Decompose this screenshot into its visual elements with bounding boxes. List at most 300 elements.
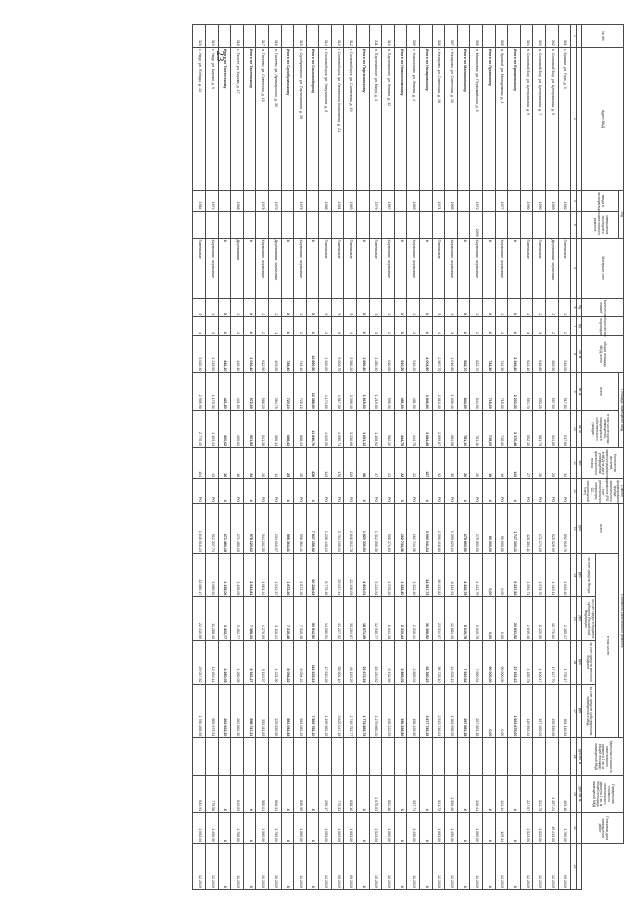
cell-area: 3 020,40 bbox=[193, 336, 206, 373]
cell-renov bbox=[205, 211, 218, 238]
cell-prem: 2 233,30 bbox=[508, 373, 521, 410]
cell-people: 43 bbox=[205, 448, 218, 479]
cell-f2: 35 204,67 bbox=[344, 597, 357, 641]
column-number: 14 bbox=[571, 553, 577, 597]
cell-f4: 2 513 746,61 bbox=[432, 684, 445, 738]
cell-floors: Х bbox=[218, 298, 231, 317]
cell-f1: 0,00 bbox=[495, 553, 508, 597]
cell-unit: 634,91 bbox=[193, 775, 206, 812]
cell-unit: 227,67 bbox=[520, 775, 533, 812]
cell-empty bbox=[205, 738, 218, 775]
cell-f2: 36 398,52 bbox=[420, 597, 433, 641]
cell-no: 303 bbox=[533, 25, 546, 48]
cell-prem: 720,10 bbox=[294, 373, 307, 410]
cell-ent: 2 bbox=[546, 317, 559, 336]
cell-limit: 1 765,00 bbox=[231, 813, 244, 844]
cell-empty bbox=[445, 738, 458, 775]
cell-area: 742,30 bbox=[483, 336, 496, 373]
cell-prem: 421,80 bbox=[231, 373, 244, 410]
cell-res: 781,10 bbox=[457, 410, 470, 447]
cell-floors: 3 bbox=[205, 298, 218, 317]
cell-no: 314 bbox=[319, 25, 332, 48]
cell-f3: 51 350,23 bbox=[420, 640, 433, 684]
cell-fund: РО bbox=[344, 479, 357, 504]
cell-f4: 0,00 bbox=[495, 684, 508, 738]
unit-cell bbox=[577, 813, 582, 844]
cell-cost: 234 018,07 bbox=[268, 504, 281, 554]
cell-floors: 5 bbox=[344, 298, 357, 317]
col-header-no: № п/п bbox=[581, 25, 623, 48]
cell-cost: 3 754 196,04 bbox=[331, 504, 344, 554]
unit-cell bbox=[577, 47, 582, 190]
cell-people: 143 bbox=[319, 448, 332, 479]
cell-floors: Х bbox=[394, 298, 407, 317]
cell-limit: 1 523,00 bbox=[369, 813, 382, 844]
column-number: 19 bbox=[571, 775, 577, 812]
cell-people: 19 bbox=[495, 448, 508, 479]
cell-unit: Х bbox=[483, 775, 496, 812]
cell-built bbox=[218, 190, 231, 211]
cell-unit: 1 075,81 bbox=[369, 775, 382, 812]
cell-prem: 12 388,50 bbox=[306, 373, 319, 410]
cell-limit: Х bbox=[420, 813, 433, 844]
cell-wall: Кирпичные, кирпичные bbox=[470, 238, 483, 298]
cell-res: 2 770,45 bbox=[193, 410, 206, 447]
cell-wall: Деревянные, кирпичные bbox=[546, 238, 559, 298]
cell-ent: Х bbox=[357, 317, 370, 336]
cell-f1: 1 872,26 bbox=[294, 553, 307, 597]
cell-unit: 830,95 bbox=[294, 775, 307, 812]
cell-limit: Х bbox=[243, 813, 256, 844]
cell-cost: 7 837 156,92 bbox=[306, 504, 319, 554]
cell-area: 745,40 bbox=[294, 336, 307, 373]
cell-people: 110 bbox=[508, 448, 521, 479]
cell-address: Итого по Сухобузимскому bbox=[281, 47, 294, 190]
cell-limit: 1 565,00 bbox=[382, 813, 395, 844]
cell-f2: 8 225,95 bbox=[533, 597, 546, 641]
cell-built: 1970 bbox=[268, 190, 281, 211]
cell-res: 2 699,87 bbox=[432, 410, 445, 447]
column-number: 10 bbox=[571, 410, 577, 447]
cell-f2: 7 315,48 bbox=[281, 597, 294, 641]
cell-fund: РО bbox=[558, 479, 571, 504]
cell-renov bbox=[218, 211, 231, 238]
cell-no: 309 bbox=[407, 25, 420, 48]
cell-no: 316 bbox=[268, 25, 281, 48]
cell-limit: 1 450,00 bbox=[205, 813, 218, 844]
cell-date: 12.2019 bbox=[205, 844, 218, 890]
cell-wall: Кирпичные, кирпичные bbox=[382, 238, 395, 298]
cell-people: 47 bbox=[369, 448, 382, 479]
cell-cost: 1 399 623,04 bbox=[445, 504, 458, 554]
cell-no: 301 bbox=[558, 25, 571, 48]
cell-res: 11 846,76 bbox=[306, 410, 319, 447]
cell-date: 11.2019 bbox=[407, 844, 420, 890]
cell-floors: 3 bbox=[369, 298, 382, 317]
cell-renov bbox=[268, 211, 281, 238]
cell-f1: 0,00 bbox=[483, 553, 496, 597]
cell-area: 822,70 bbox=[457, 336, 470, 373]
cell-no bbox=[243, 25, 256, 48]
cell-built bbox=[457, 190, 470, 211]
cell-address: Итого по Тасеевскому bbox=[243, 47, 256, 190]
cell-floors: Х bbox=[420, 298, 433, 317]
cell-limit: 1 765,00 bbox=[558, 813, 571, 844]
cell-f1: 24 547,73 bbox=[420, 553, 433, 597]
cell-f2: 2 310,44 bbox=[407, 597, 420, 641]
cell-ent: 2 bbox=[495, 317, 508, 336]
cell-ent: Х bbox=[243, 317, 256, 336]
cell-f3: 5 432,66 bbox=[382, 640, 395, 684]
cell-wall: Х bbox=[394, 238, 407, 298]
cell-fund: Х bbox=[457, 479, 470, 504]
unit-cell: руб. bbox=[577, 597, 582, 641]
cell-floors: 9 bbox=[319, 298, 332, 317]
cell-f2: 12 930,77 bbox=[369, 597, 382, 641]
cell-renov bbox=[193, 211, 206, 238]
cell-unit: 337,71 bbox=[407, 775, 420, 812]
cell-empty bbox=[331, 738, 344, 775]
cell-ent: 6 bbox=[331, 317, 344, 336]
cell-fund: РО bbox=[231, 479, 244, 504]
cell-date: Х bbox=[281, 844, 294, 890]
cell-people: 26 bbox=[533, 448, 546, 479]
column-number: 20 bbox=[571, 813, 577, 844]
cell-f2: 22 415,66 bbox=[193, 597, 206, 641]
cell-address: п. Партизанское, ул. Мира, д. 3 bbox=[369, 47, 382, 190]
cell-ent: 4 bbox=[432, 317, 445, 336]
cell-res: 3 684,45 bbox=[420, 410, 433, 447]
cell-f2: 2 185,47 bbox=[558, 597, 571, 641]
cell-no bbox=[281, 25, 294, 48]
cell-f2: 18 971,95 bbox=[357, 597, 370, 641]
cell-res: 781,10 bbox=[470, 410, 483, 447]
subtotal-row bbox=[394, 25, 407, 890]
column-number: 1 bbox=[571, 25, 577, 48]
cell-prem: 4 817,30 bbox=[331, 373, 344, 410]
cell-prem: 1 219,60 bbox=[369, 373, 382, 410]
table-row bbox=[205, 25, 218, 890]
cell-people: 20 bbox=[256, 448, 269, 479]
cell-floors: 2 bbox=[520, 298, 533, 317]
cell-wall: Панельные bbox=[369, 238, 382, 298]
cell-no bbox=[420, 25, 433, 48]
cell-ent: Х bbox=[420, 317, 433, 336]
cell-date: 09.2019 bbox=[331, 844, 344, 890]
cell-renov bbox=[520, 211, 533, 238]
col-header-cost-group: Стоимость капитального ремонта bbox=[619, 504, 624, 738]
cell-empty bbox=[281, 738, 294, 775]
cell-f1: 4 803,01 bbox=[357, 553, 370, 597]
cell-unit: 852,38 bbox=[382, 775, 395, 812]
cell-address: п. Партизанское, ул. Ленина, д. 12 bbox=[382, 47, 395, 190]
cell-people: 176 bbox=[331, 448, 344, 479]
cell-ent: Х bbox=[306, 317, 319, 336]
col-header-deadline: Плановая дата завершения работ bbox=[581, 813, 623, 844]
cell-fund: Х bbox=[306, 479, 319, 504]
cell-limit: 1 565,00 bbox=[256, 813, 269, 844]
table-row bbox=[193, 25, 206, 890]
column-number: 15 bbox=[571, 597, 577, 641]
cell-address: п. Луговой, ул. Молодежная, д. 1 bbox=[495, 47, 508, 190]
cell-built: 1977 bbox=[495, 190, 508, 211]
cell-date: 11.2019 bbox=[470, 844, 483, 890]
cell-prem: 4 174,80 bbox=[319, 373, 332, 410]
cell-floors: 5 bbox=[331, 298, 344, 317]
cell-empty bbox=[558, 738, 571, 775]
cell-f3: 4 280,05 bbox=[218, 640, 231, 684]
cell-fund: РО bbox=[432, 479, 445, 504]
cell-fund: РО bbox=[268, 479, 281, 504]
cell-address: с. Ужур, ул. Кирова, д. 9 bbox=[205, 47, 218, 190]
cell-address: г. Назарово, ул. Советская, д. 16 bbox=[432, 47, 445, 190]
cell-no: 313 bbox=[331, 25, 344, 48]
cell-wall: Панельные bbox=[520, 238, 533, 298]
cell-floors: Х bbox=[357, 298, 370, 317]
cell-floors: 2 bbox=[546, 298, 559, 317]
cell-ent: 2 bbox=[382, 317, 395, 336]
column-number: 11 bbox=[571, 448, 577, 479]
cell-people: 127 bbox=[420, 448, 433, 479]
table-row bbox=[268, 25, 281, 890]
cell-address: п. Малиновка, ул. Первомайская, д. 6 bbox=[470, 47, 483, 190]
cell-renov bbox=[369, 211, 382, 238]
cell-built: 1972 bbox=[470, 190, 483, 211]
cell-people: 119 bbox=[344, 448, 357, 479]
cell-ent: 2 bbox=[256, 317, 269, 336]
cell-date: 09.2019 bbox=[344, 844, 357, 890]
cell-no: 310 bbox=[382, 25, 395, 48]
cell-prem: 3 846,80 bbox=[420, 373, 433, 410]
cell-f3: 9 341,27 bbox=[243, 640, 256, 684]
cell-area: 618,80 bbox=[533, 336, 546, 373]
cell-area: 446,10 bbox=[231, 336, 244, 373]
cell-ent: Х bbox=[483, 317, 496, 336]
cell-f1: 1 135,06 bbox=[231, 553, 244, 597]
cell-people: 25 bbox=[281, 448, 294, 479]
cell-limit: Х bbox=[281, 813, 294, 844]
cell-area: 822,70 bbox=[470, 336, 483, 373]
subtotal-row bbox=[357, 25, 370, 890]
cell-renov bbox=[344, 211, 357, 238]
cell-date: 10.2019 bbox=[268, 844, 281, 890]
cell-prem: 1 036,40 bbox=[445, 373, 458, 410]
cell-unit: 296,17 bbox=[319, 775, 332, 812]
cell-address: г. Сосновоборск, ул. Энтузиастов, д. 8 bbox=[319, 47, 332, 190]
cell-no: 320 bbox=[193, 25, 206, 48]
unit-cell: кв. м bbox=[577, 410, 582, 447]
cell-f4: 558 747,21 bbox=[243, 684, 256, 738]
cell-f3: 4 221,90 bbox=[268, 640, 281, 684]
cell-res: 581,73 bbox=[533, 410, 546, 447]
cell-f1: 3 224,81 bbox=[369, 553, 382, 597]
cell-floors: 3 bbox=[445, 298, 458, 317]
cell-f3: 12 004,11 bbox=[205, 640, 218, 684]
cell-limit: 129,14 bbox=[495, 813, 508, 844]
cell-fund: Х bbox=[243, 479, 256, 504]
cell-people: 20 bbox=[457, 448, 470, 479]
cell-fund: РО bbox=[205, 479, 218, 504]
cell-unit: Х bbox=[394, 775, 407, 812]
cell-unit: Х bbox=[457, 775, 470, 812]
cell-renov bbox=[256, 211, 269, 238]
cell-res: 2 176,48 bbox=[508, 410, 521, 447]
col-header-year-renovation: завершения последнего капитального ремонта bbox=[581, 211, 618, 238]
cell-limit: Х bbox=[357, 813, 370, 844]
table-row bbox=[294, 25, 307, 890]
cell-cost: 171 174,15 bbox=[533, 504, 546, 554]
cell-fund: РО bbox=[495, 479, 508, 504]
unit-cell bbox=[577, 190, 582, 211]
cell-prem: 517,80 bbox=[558, 373, 571, 410]
cell-address: г. Сосновоборск, ул. Солнечная, д. 19 bbox=[344, 47, 357, 190]
cell-f1: 1 135,06 bbox=[218, 553, 231, 597]
table-row bbox=[256, 25, 269, 890]
cell-address: п. Тасеево, ул. Луначарского, д. 30 bbox=[268, 47, 281, 190]
cell-f3: 4 185,78 bbox=[520, 640, 533, 684]
cell-wall: Панельные bbox=[319, 238, 332, 298]
col-header-floors: Количество этажей bbox=[581, 298, 623, 317]
cell-unit: 643,63 bbox=[231, 775, 244, 812]
cell-f2: 12 884,45 bbox=[445, 597, 458, 641]
subtotal-row bbox=[306, 25, 319, 890]
cell-fund: Х bbox=[508, 479, 521, 504]
cell-limit: Х bbox=[394, 813, 407, 844]
cell-f3: 17 147,70 bbox=[546, 640, 559, 684]
cell-wall: Панельные bbox=[331, 238, 344, 298]
cell-people: 34 bbox=[243, 448, 256, 479]
cell-renov bbox=[281, 211, 294, 238]
cell-no: 308 bbox=[432, 25, 445, 48]
cell-fund: РО bbox=[470, 479, 483, 504]
cell-prem: 481,90 bbox=[407, 373, 420, 410]
cell-res: 552,15 bbox=[520, 410, 533, 447]
cell-built: 1963 bbox=[407, 190, 420, 211]
cell-f4: 1 363 998,55 bbox=[445, 684, 458, 738]
cell-res: 715,00 bbox=[483, 410, 496, 447]
cell-fund: Х bbox=[420, 479, 433, 504]
cell-people: 25 bbox=[294, 448, 307, 479]
cell-f2: 90 512,50 bbox=[306, 597, 319, 641]
table-row bbox=[407, 25, 420, 890]
cell-res: 444,75 bbox=[407, 410, 420, 447]
cell-prem: 844,90 bbox=[457, 373, 470, 410]
cell-area: 2 987,70 bbox=[432, 336, 445, 373]
cell-floors: 2 bbox=[558, 298, 571, 317]
cell-f2: 7 315,48 bbox=[294, 597, 307, 641]
subtotal-row bbox=[281, 25, 294, 890]
cell-renov bbox=[533, 211, 546, 238]
cell-no bbox=[218, 25, 231, 48]
cell-f3: 58 904,10 bbox=[331, 640, 344, 684]
cell-f1: 13 880,17 bbox=[193, 553, 206, 597]
cell-res: 517,80 bbox=[558, 410, 571, 447]
cell-limit: 1 523,00 bbox=[520, 813, 533, 844]
col-header-address: Адрес МКД bbox=[581, 47, 623, 190]
cell-unit: 463,16 bbox=[558, 775, 571, 812]
cell-renov bbox=[457, 211, 470, 238]
cell-date: 12.2019 bbox=[520, 844, 533, 890]
cell-unit: 921,73 bbox=[432, 775, 445, 812]
cell-f1: 29 017,44 bbox=[331, 553, 344, 597]
cell-limit: 1 523,00 bbox=[533, 813, 546, 844]
cell-floors: 2 bbox=[268, 298, 281, 317]
cell-floors: Х bbox=[508, 298, 521, 317]
cell-f3: 8 094,22 bbox=[281, 640, 294, 684]
cell-unit: Х bbox=[243, 775, 256, 812]
cell-f2: 0,00 bbox=[483, 597, 496, 641]
cell-prem: 2 906,90 bbox=[193, 373, 206, 410]
cell-res: 3 230,66 bbox=[344, 410, 357, 447]
cell-wall: Кирпичные, кирпичные bbox=[294, 238, 307, 298]
cell-f3: 5 119,37 bbox=[256, 640, 269, 684]
cell-fund: РО bbox=[294, 479, 307, 504]
cell-unit: Х bbox=[218, 775, 231, 812]
cell-date: 12.2019 bbox=[445, 844, 458, 890]
cell-area: 742,30 bbox=[495, 336, 508, 373]
cell-cost: 1 717 100,11 bbox=[508, 504, 521, 554]
cell-built: 1982 bbox=[558, 190, 571, 211]
unit-cell: чел. bbox=[577, 448, 582, 479]
cell-date: Х bbox=[243, 844, 256, 890]
cell-address: с. Сухобузимское, ул. Партизанская, д. 39 bbox=[294, 47, 307, 190]
cell-no: 305 bbox=[495, 25, 508, 48]
cell-wall: Х bbox=[243, 238, 256, 298]
cell-address: п. Тасеево, ул. Советская, д. 15 bbox=[256, 47, 269, 190]
cell-area: 589,50 bbox=[546, 336, 559, 373]
cell-date: 12.2019 bbox=[319, 844, 332, 890]
subtotal-row bbox=[508, 25, 521, 890]
cell-wall: Деревянные bbox=[231, 238, 244, 298]
cell-cost: 1 236 448,10 bbox=[319, 504, 332, 554]
cell-f3: 14 625,13 bbox=[445, 640, 458, 684]
cell-unit: 838,10 bbox=[344, 775, 357, 812]
cell-area: 1 016,80 bbox=[445, 336, 458, 373]
cell-people: 22 bbox=[407, 448, 420, 479]
cell-prem: 844,90 bbox=[470, 373, 483, 410]
cell-fund: РО bbox=[331, 479, 344, 504]
cell-f1: 4 422,79 bbox=[470, 553, 483, 597]
cell-unit: 585,01 bbox=[256, 775, 269, 812]
cell-f4: 495 222,59 bbox=[382, 684, 395, 738]
cell-f4: 225 635,56 bbox=[268, 684, 281, 738]
column-number: 12 bbox=[571, 479, 577, 504]
col-header-premises-group: Площадь помещений МКД bbox=[619, 373, 624, 448]
cell-area: 1 890,40 bbox=[357, 336, 370, 373]
cell-wall: Кирпичные, кирпичные bbox=[495, 238, 508, 298]
cell-address: Итого по Партизанскому bbox=[357, 47, 370, 190]
cell-ent: Х bbox=[281, 317, 294, 336]
cell-fund: РО bbox=[193, 479, 206, 504]
cell-built: 1983 bbox=[344, 190, 357, 211]
cell-unit: 1 457,24 bbox=[546, 775, 559, 812]
cell-floors: 2 bbox=[495, 298, 508, 317]
cell-fund: РО bbox=[382, 479, 395, 504]
cell-address: Итого по Сосновоборску bbox=[306, 47, 319, 190]
cell-prem: 2 810,40 bbox=[432, 373, 445, 410]
cell-floors: 2 bbox=[407, 298, 420, 317]
cell-renov: 2009 bbox=[470, 211, 483, 238]
col-header-residents: Количество жителей, зарегистрированных в МКД на дату утверждения краткосрочного плана bbox=[581, 448, 623, 479]
cell-people: 21 bbox=[382, 448, 395, 479]
cell-floors: 2 bbox=[231, 298, 244, 317]
cell-f4: 3 625 047,18 bbox=[331, 684, 344, 738]
cell-res: 4 025,39 bbox=[319, 410, 332, 447]
cell-fund: Х bbox=[394, 479, 407, 504]
cell-limit: 1 765,00 bbox=[268, 813, 281, 844]
cell-empty bbox=[520, 738, 533, 775]
column-number: 13 bbox=[571, 504, 577, 554]
